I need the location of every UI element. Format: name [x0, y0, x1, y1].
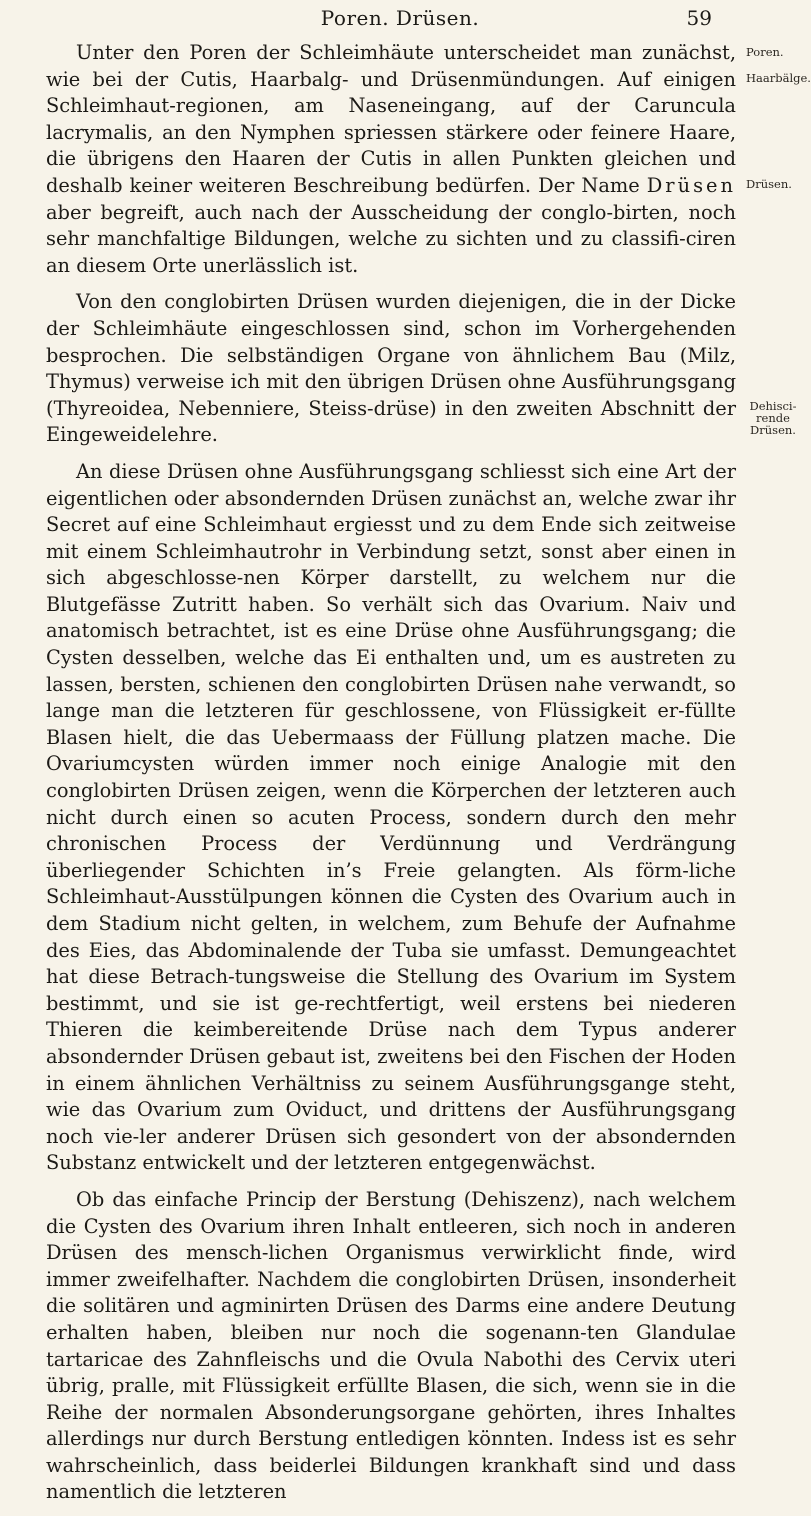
margin-note-line-2: rende — [756, 411, 790, 425]
margin-note-line-1: Dehisci- — [749, 399, 797, 413]
paragraph-1 — [46, 40, 736, 279]
margin-note-poren: Poren. — [746, 45, 784, 59]
margin-note-line-3: Drüsen. — [750, 423, 796, 437]
margin-note-dehiscirende — [746, 400, 800, 436]
paragraph-4: Ob das einfache Princip der Berstung (Dehiszenz), nach welchem die Cysten des Ovarium ihren Inhalt entleeren, sich noch in anderen Drüsen des mensch-lichen Organismus verwirklicht finde, wird immer zweifelhafter. Nachdem die conglobirten Drüsen, insonderheit die solitären und agminirten Drüsen des Darms eine andere Deutung erhalten haben, bleiben nur noch die sogenann-ten Glandulae tartaricae des Zahnfleischs und die Ovula Nabothi des Cervix uteri übrig, pralle, mit Flüssigkeit erfüllte Blasen, die sich, wenn sie in die Reihe der normalen Absonderungsorgane gehörten, ihres Inhaltes allerdings nur durch Berstung entledigen könnten. Indess ist es sehr wahrscheinlich, dass beiderlei Bildungen krankhaft sind und dass namentlich die letzteren — [46, 1187, 736, 1504]
paragraph-2: Von den conglobirten Drüsen wurden diejenigen, die in der Dicke der Schleimhäute eingeschlossen sind, schon im Vorhergehenden besprochen. Die selbständigen Organe von ähnlichem Bau (Milz, Thymus) verweise ich mit den übrigen Drüsen ohne Ausführungsgang (Thyreoidea, Nebenniere, Steiss-drüse) in den zweiten Abschnitt der Eingeweidelehre. — [46, 290, 736, 447]
running-title: Poren. Drüsen. — [320, 6, 480, 30]
margin-note-haarbalge: Haarbälge. — [746, 71, 811, 85]
page-number: 59 — [686, 6, 712, 30]
margin-note-drusen: Drüsen. — [746, 177, 792, 191]
paragraph-1-end: aber begreift, auch nach der Ausscheidung der conglo-birten, noch sehr manchfaltige Bildungen, welche zu sichten und zu classifi-ciren an diesem Orte unerlässlich ist. — [46, 200, 736, 277]
spaced-term-druesen: Drüsen — [646, 173, 736, 197]
running-header — [0, 4, 800, 36]
main-text — [46, 40, 736, 1516]
paragraph-1-start: Unter den Poren der Schleimhäute unterscheidet man zunächst, wie bei der Cutis, Haarbalg- und Drüsenmündungen. Auf einigen Schleimhaut-regionen, am Naseneingang, auf der Caruncula lacrymalis, an den Nymphen spriessen stärkere oder feinere Haare, die übrigens den Haaren der Cutis in allen Punkten gleichen und deshalb keiner weiteren Beschreibung bedürfen. Der Name — [46, 41, 736, 197]
paragraph-3: An diese Drüsen ohne Ausführungsgang schliesst sich eine Art der eigentlichen oder absondernden Drüsen zunächst an, welche zwar ihr Secret auf eine Schleimhaut ergiesst und zu dem Ende sich zeitweise mit einem Schleimhautrohr in Verbindung setzt, sonst aber einen in sich abgeschlosse-nen Körper darstellt, zu welchem nur die Blutgefässe Zutritt haben. So verhält sich das Ovarium. Naiv und anatomisch betrachtet, ist es eine Drüse ohne Ausführungsgang; die Cysten desselben, welche das Ei enthalten und, um es austreten zu lassen, bersten, schienen den conglobirten Drüsen nahe verwandt, so lange man die letzteren für geschlossene, von Flüssigkeit er-füllte Blasen hielt, die das Uebermaass der Füllung platzen mache. Die Ovariumcysten würden immer noch einige Analogie mit den conglobirten Drüsen zeigen, wenn die Körperchen der letzteren auch nicht durch einen so acuten Process, sondern durch den mehr chronischen Process der Verdünnung und Verdrängung überliegender Schichten in’s Freie gelangten. Als förm-liche Schleimhaut-Ausstülpungen können die Cysten des Ovarium auch in dem Stadium nicht gelten, in welchem, zum Behufe der Aufnahme des Eies, das Abdominalende der Tuba sie umfasst. Demungeachtet hat diese Betrach-tungsweise die Stellung des Ovarium im System bestimmt, und sie ist ge-rechtfertigt, weil erstens bei niederen Thieren die keimbereitende Drüse nach dem Typus anderer absondernder Drüsen gebaut ist, zweitens bei den Fischen der Hoden in einem ähnlichen Verhältniss zu seinem Ausführungsgange steht, wie das Ovarium zum Oviduct, und drittens der Ausführungsgang noch vie-ler anderer Drüsen sich gesondert von der absondernden Substanz entwickelt und der letzteren entgegenwächst. — [46, 459, 736, 1175]
